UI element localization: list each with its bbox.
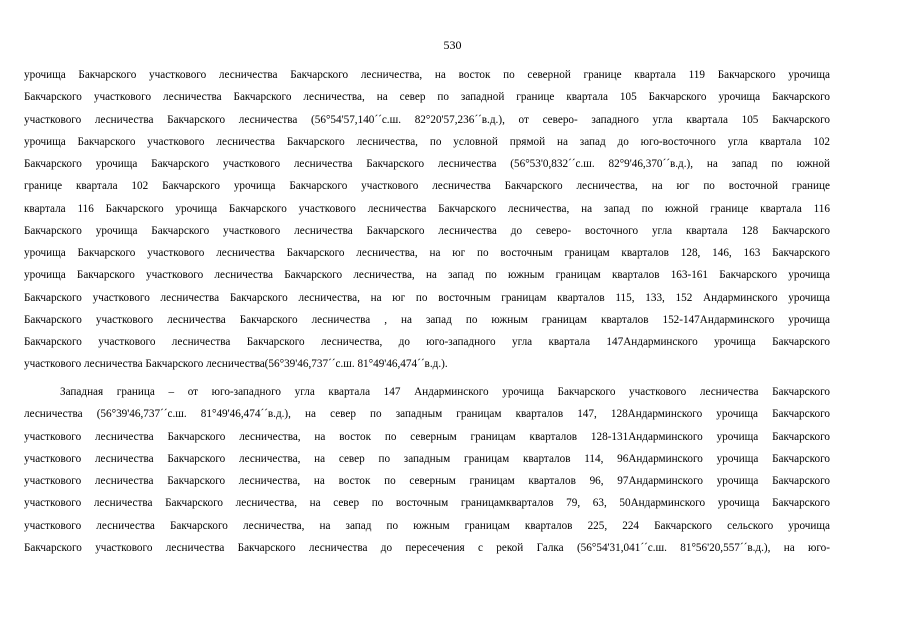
text-line: лесничества (56°39'46,737´´с.ш. 81°49'46,474´´в.д.), на север по западным границам кварталов 147, 128Андарминского урочища Бакчарского	[24, 408, 830, 421]
paragraph-west-boundary	[24, 381, 830, 559]
text-line: участкового лесничества Бакчарского лесничества(56°39'46,737´´с.ш. 81°49'46,474´´в.д.).	[24, 358, 448, 371]
text-line: Бакчарского участкового лесничества Бакчарского лесничества, до юго-западного угла квартала 147Андарминского урочища Бакчарского	[24, 336, 830, 348]
text-line: Западная граница – от юго-западного угла квартала 147 Андарминского урочища Бакчарского участкового лесничества Бакчарского	[60, 386, 830, 398]
text-line: урочища Бакчарского участкового лесничества Бакчарского лесничества, на восток по северной границе квартала 119 Бакчарского урочища	[24, 69, 830, 81]
page-number: 530	[443, 38, 462, 52]
text-line: участкового лесничества Бакчарского лесничества, на восток по северным границам кварталов 96, 97Андарминского урочища Бакчарского	[24, 475, 830, 487]
text-line: Бакчарского участкового лесничества Бакчарского лесничества, на север по западной границе квартала 105 Бакчарского урочища Бакчарского	[24, 91, 830, 104]
text-line: участкового лесничества Бакчарского лесничества (56°54'57,140´´с.ш. 82°20'57,236´´в.д.), от северо- западного угла квартала 105 Бакчарского	[24, 113, 830, 126]
text-line: Бакчарского участкового лесничества Бакчарского лесничества, на юг по восточным границам кварталов 115, 133, 152 Андарминского урочища	[24, 291, 830, 304]
text-line: Бакчарского участкового лесничества Бакчарского лесничества до пересечения с рекой Галка (56°54'31,041´´с.ш. 81°56'20,557´´в.д.), на юго-	[24, 541, 830, 554]
text-line: урочища Бакчарского участкового лесничества Бакчарского лесничества, на юг по восточным границам кварталов 128, 146, 163 Бакчарского	[24, 247, 830, 259]
text-line: Бакчарского участкового лесничества Бакчарского лесничества , на запад по южным границам кварталов 152-147Андарминского урочища	[24, 313, 830, 326]
text-line: урочища Бакчарского участкового лесничества Бакчарского лесничества, по условной прямой на запад до юго-восточного угла квартала 102	[24, 135, 830, 148]
text-line: границе квартала 102 Бакчарского урочища Бакчарского участкового лесничества Бакчарского лесничества, на юг по восточной границе	[24, 180, 830, 193]
text-line: участкового лесничества Бакчарского лесничества, на север по западным границам кварталов 114, 96Андарминского урочища Бакчарского	[24, 452, 830, 465]
paragraph-east-boundary-continuation	[24, 64, 830, 376]
text-line: квартала 116 Бакчарского урочища Бакчарского участкового лесничества Бакчарского лесничества, на запад по южной границе квартала 116	[24, 202, 830, 215]
text-line: Бакчарского урочища Бакчарского участкового лесничества Бакчарского лесничества (56°53'0,832´´с.ш. 82°9'46,370´´в.д.), на запад по южной	[24, 158, 830, 170]
text-line: участкового лесничества Бакчарского лесничества, на запад по южным границам кварталов 225, 224 Бакчарского сельского урочища	[24, 519, 830, 532]
text-line: участкового лесничества Бакчарского лесничества, на север по восточным границамкварталов 79, 63, 50Андарминского урочища Бакчарского	[24, 497, 830, 510]
text-line: урочища Бакчарского участкового лесничества Бакчарского лесничества, на запад по южным границам кварталов 163-161 Бакчарского урочища	[24, 269, 830, 282]
text-line: Бакчарского урочища Бакчарского участкового лесничества Бакчарского лесничества до северо- восточного угла квартала 128 Бакчарского	[24, 224, 830, 237]
text-line: участкового лесничества Бакчарского лесничества, на восток по северным границам кварталов 128-131Андарминского урочища Бакчарского	[24, 430, 830, 443]
